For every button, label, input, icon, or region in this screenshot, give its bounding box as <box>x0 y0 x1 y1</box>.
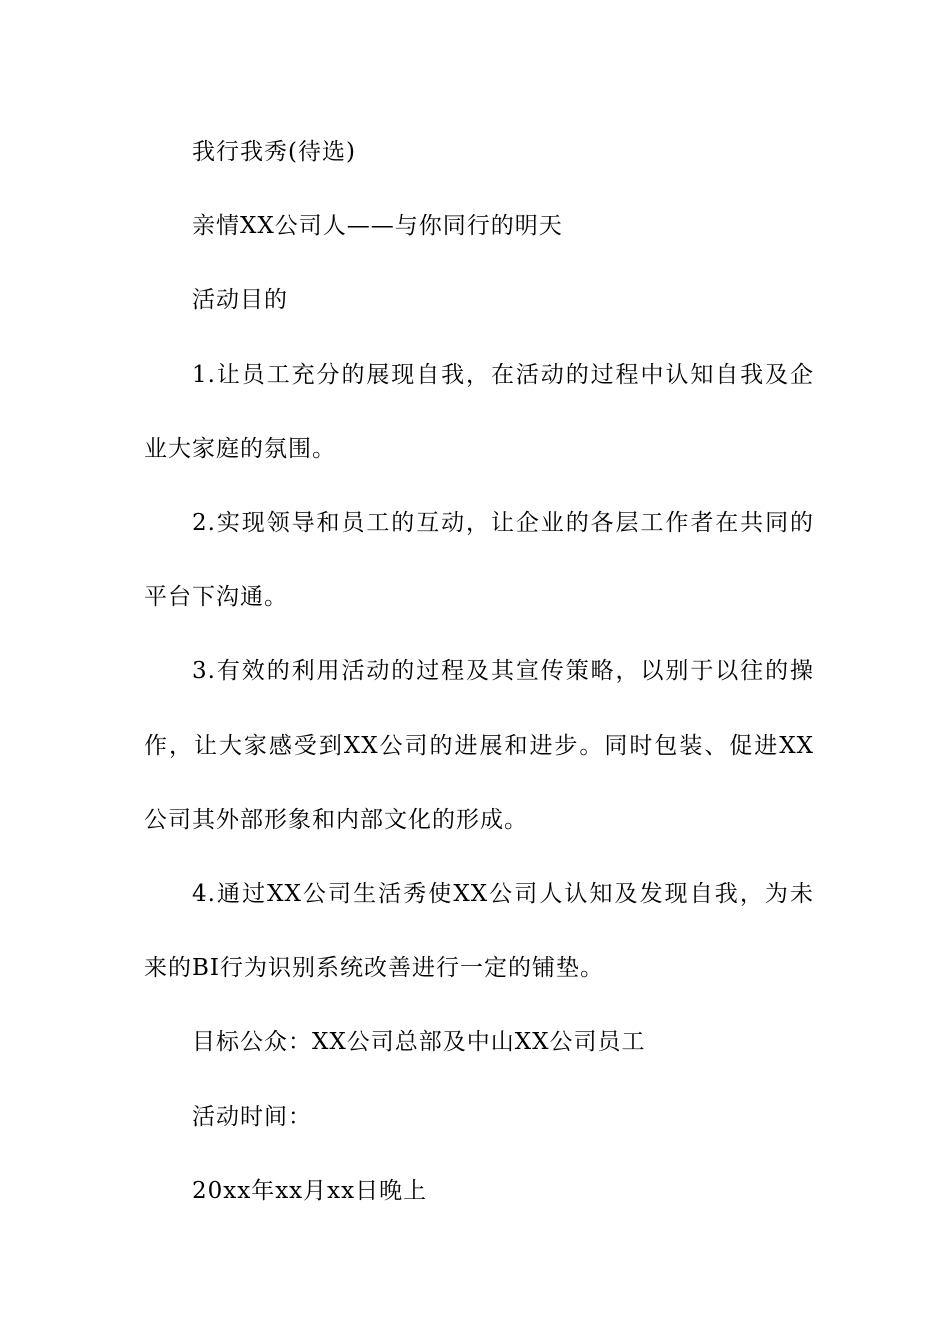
line-purpose-4-a: 4.通过XX公司生活秀使XX公司人认知及发现自我，为未 <box>192 881 814 907</box>
line-purpose-3-c: 公司其外部形象和内部文化的形成。 <box>144 807 528 833</box>
line-target-audience: 目标公众：XX公司总部及中山XX公司员工 <box>192 1029 646 1055</box>
line-purpose-3-a: 3.有效的利用活动的过程及其宣传策略，以别于以往的操 <box>192 658 814 684</box>
line-purpose-1-a: 1.让员工充分的展现自我，在活动的过程中认知自我及企 <box>192 362 814 388</box>
line-purpose-3-b: 作，让大家感受到XX公司的进展和进步。同时包装、促进XX <box>144 733 814 759</box>
line-heading-purpose: 活动目的 <box>192 287 288 313</box>
line-heading-time: 活动时间： <box>192 1104 312 1130</box>
line-date: 20xx年xx月xx日晚上 <box>192 1178 428 1204</box>
line-purpose-2-b: 平台下沟通。 <box>144 584 288 610</box>
line-purpose-4-b: 来的BI行为识别系统改善进行一定的铺垫。 <box>144 955 604 981</box>
line-subtitle: 亲情XX公司人——与你同行的明天 <box>192 213 563 239</box>
line-purpose-1-b: 业大家庭的氛围。 <box>144 436 336 462</box>
line-title: 我行我秀(待选) <box>192 139 356 165</box>
line-purpose-2-a: 2.实现领导和员工的互动，让企业的各层工作者在共同的 <box>192 510 814 536</box>
